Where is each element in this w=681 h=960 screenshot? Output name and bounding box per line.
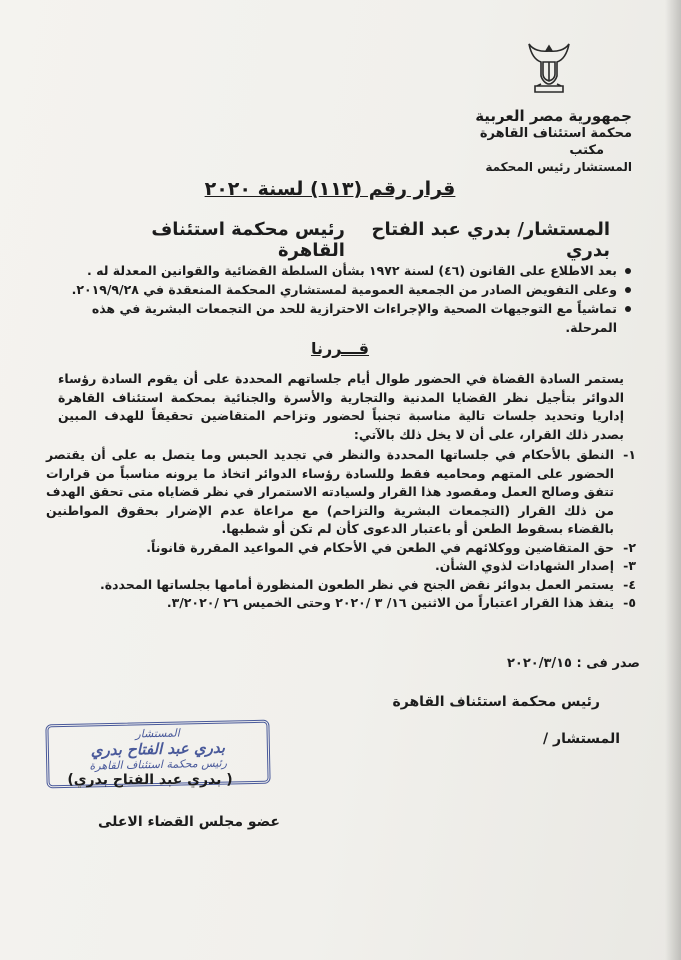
decision-item [46,557,636,576]
organization-header [462,108,632,176]
item-text: إصدار الشهادات لذوي الشأن. [435,558,614,573]
intro-paragraph: يستمر السادة القضاة في الحضور طوال أيام جلساتهم المحددة على أن يقوم السادة رؤساء الدوائر بتأجيل نظر القضايا المدنية والتجارية والأسرة والجنائية بمحكمة استئناف القاهرة إداريا وتحديد جلسات تالية مناسبة تجنباً لحضور وتزاحم المتقاضين تحقيقاً للهدف المبين بصدر ذلك القرار، على أن لا يخل ذلك بالآتي: [58,371,624,442]
item-number: ٢- [623,539,636,555]
author-role: رئيس محكمة استئناف القاهرة [151,219,345,261]
preamble-item: وعلى التفويض الصادر من الجمعية العمومية لمستشاري المحكمة المنعقدة في ٢٠١٩/٩/٢٨. [60,280,635,299]
decision-author [100,219,610,261]
decision-item [46,576,636,595]
decided-heading: قـــررنا [310,339,370,358]
court-name: محكمة استئناف القاهرة [479,126,632,141]
eagle-emblem-icon [527,40,571,96]
item-number: ٣- [623,558,636,573]
preamble-item: تماشياً مع التوجيهات الصحية والإجراءات الاحترازية للحد من التجمعات البشرية في هذه المرحلة. [60,299,635,337]
item-text: ينفذ هذا القرار اعتباراً من الاثنين ١٦/ ٣ /٢٠٢٠ وحتى الخميس ٢٦ /٣/٢٠٢٠. [166,595,614,610]
issue-date: صدر فى : ٢٠٢٠/٣/١٥ [506,656,640,671]
office-holder: المستشار رئيس المحكمة [485,160,632,174]
signatory-name: ( بدري عبد الفتاح بدري) [67,772,233,788]
decision-item [46,446,636,539]
item-number: ٤- [623,576,636,592]
decision-item [46,539,636,558]
item-number: ٥- [623,595,636,610]
item-number: ١- [623,447,636,462]
item-text: يستمر العمل بدوائر نقض الجنح في نظر الطعون المنظورة أمامها بجلساتها المحددة. [99,576,614,592]
signatory-membership: عضو مجلس القضاء الاعلى [97,814,280,830]
office-label: مكتب [569,143,604,158]
stamp-name: بدري عبد الفتاح بدري [90,738,226,760]
stamp-role: رئيس محكمة استئناف القاهرة [89,756,228,773]
item-text: حق المتقاضين ووكلائهم في الطعن في الأحكام في المواعيد المقررة قانوناً. [146,539,614,555]
decision-items [46,446,636,613]
author-name: المستشار/ بدري عبد الفتاح بدري [371,219,610,261]
page-edge-shadow [665,0,681,960]
signatory-organization: رئيس محكمة استئناف القاهرة [392,694,600,710]
decision-item [46,594,636,613]
preamble-item: بعد الاطلاع على القانون (٤٦) لسنة ١٩٧٢ بشأن السلطة القضائية والقوانين المعدلة له . [60,261,635,280]
country-name: جمهورية مصر العربية [475,107,632,125]
decision-title: قرار رقم (١١٣) لسنة ٢٠٢٠ [204,178,456,200]
signatory-title: المستشار / [543,731,620,747]
item-text: النطق بالأحكام في جلساتها المحددة والنظر في تجديد الحبس وما يتصل به على أن يقتصر الحضور على المتهم ومحاميه فقط وللسادة رؤساء الدوائر اتخاذ ما يرونه مناسباً من قرارات تتفق وصالح العمل ومقصود هذا القرار ولسيادته الاستمرار في نظر قضاياه متى تحقق الهدف من ذلك القرار (التجمعات البشرية والتزاحم) مع مراعاة عدم الإضرار بحقوق المواطنين بالقضاء بسقوط الطعن أو باعتبار الدعوى كأن لم تكن أو شطبها. [46,447,614,536]
preamble-list [60,261,635,337]
stamp-title: المستشار [135,726,180,741]
